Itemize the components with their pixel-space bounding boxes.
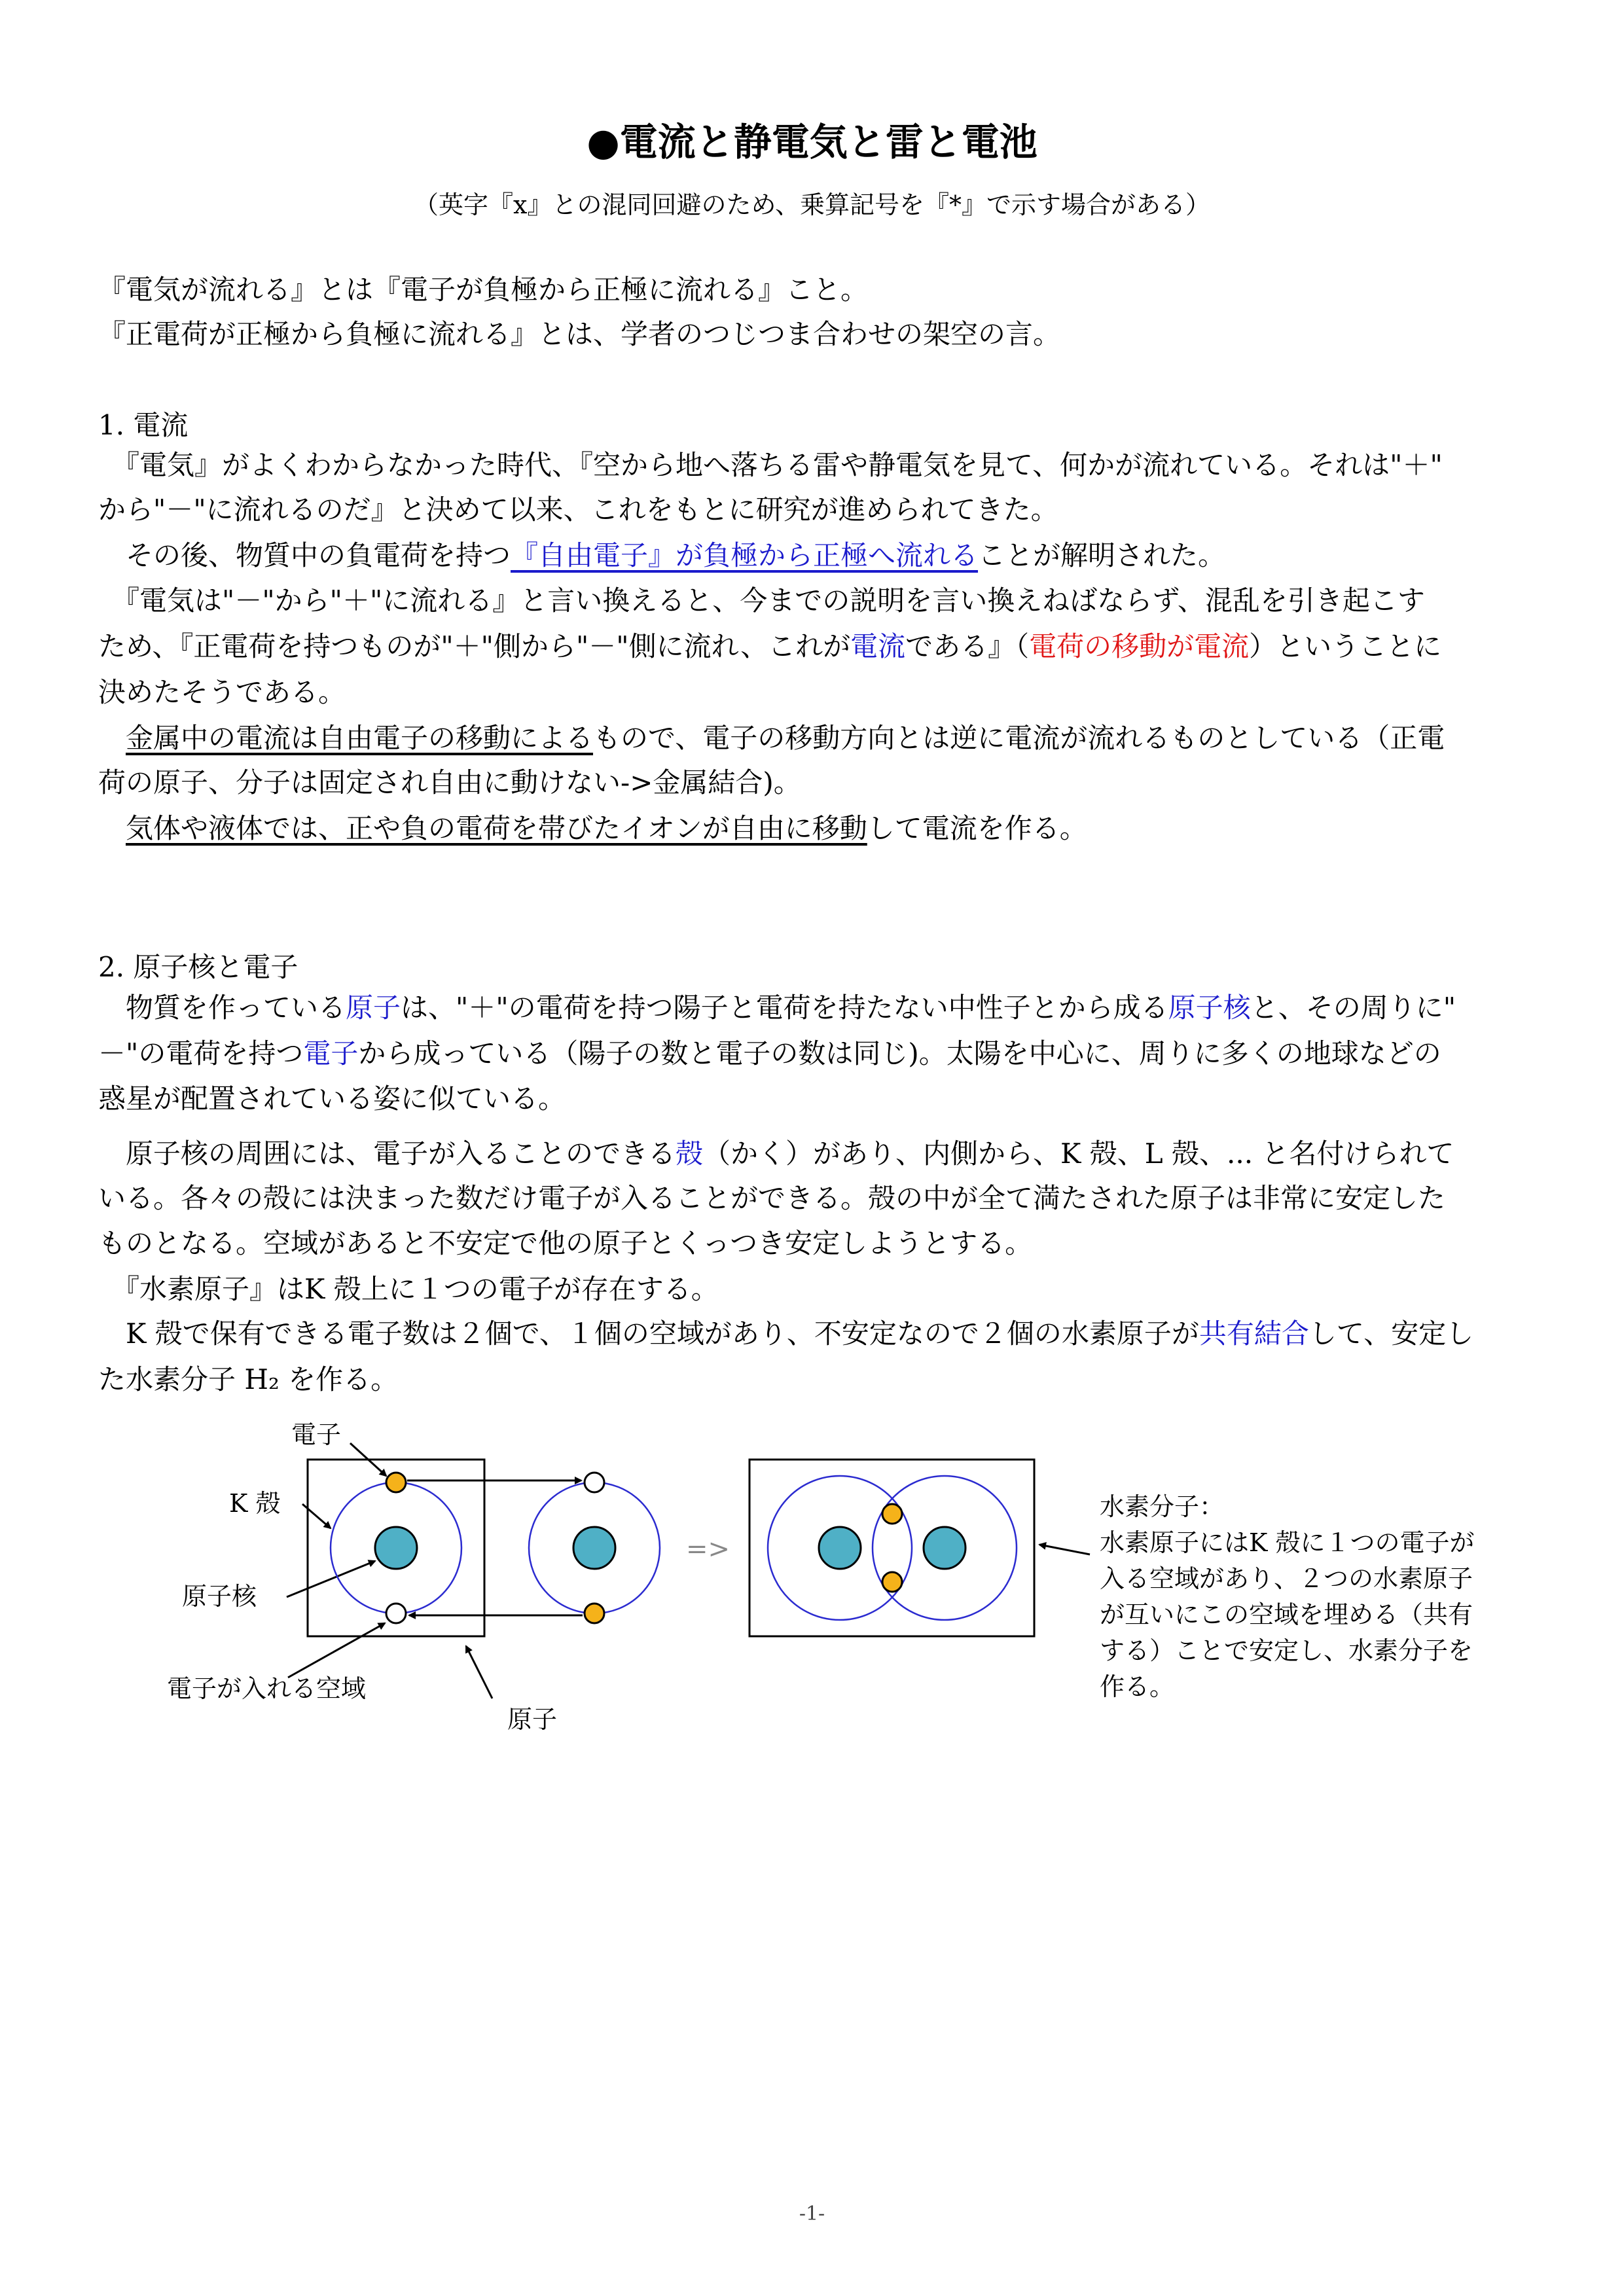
atom-term: 原子 [346,992,401,1024]
label-kshell: K 殻 [229,1489,281,1518]
label-vacancy: 電子が入れる空域 [167,1674,367,1703]
free-electron-link[interactable]: 『自由電子』が負極から正極へ流れる [511,539,979,571]
molecule-nucleus-right [924,1527,965,1569]
molecule-electron-top [882,1504,902,1524]
shell-term: 殻 [676,1138,704,1170]
arrow-vacancy [288,1623,385,1677]
section2-p1-line2: －"の電荷を持つ電子から成っている（陽子の数と電子の数は同じ)。太陽を中心に、周りに多くの地球などの [98,1037,1441,1069]
label-electron: 電子 [291,1420,342,1449]
intro-line-1: 『電気が流れる』とは『電子が負極から正極に流れる』こと。 [98,274,869,306]
section2-p4-line1: K 殻で保有できる電子数は２個で、１個の空域があり、不安定なので２個の水素原子が共有結合して、安定し [98,1318,1474,1350]
nucleus-right [573,1527,615,1569]
section1-p1-line2: から"－"に流れるのだ』と決めて以来、これをもとに研究が進められてきた。 [98,493,1058,526]
text-span: ため、『正電荷を持つものが"＋"側から"－"側に流れ、これが [98,630,851,662]
section1-heading: 1. 電流 [98,409,189,441]
electron-term: 電子 [303,1037,359,1069]
current-term: 電流 [850,630,906,662]
text-span: ）ということに [1249,630,1442,662]
underlined-text: 金属中の電流は自由電子の移動による [126,722,594,754]
caption-line: が互いにこの空域を埋める（共有 [1100,1600,1473,1629]
molecule-nucleus-left [819,1527,861,1569]
vacancy-left [386,1604,406,1623]
caption-line: 作る。 [1100,1672,1175,1701]
label-nucleus: 原子核 [182,1582,257,1611]
text-span: ことが解明された。 [978,539,1226,571]
caption-line: 入る空域があり、２つの水素原子 [1100,1564,1473,1593]
molecule-box [749,1460,1034,1636]
page-subtitle: （英字『x』との混同回避のため、乗算記号を『*』で示す場合がある） [414,190,1210,219]
section2-p2-line3: ものとなる。空域があると不安定で他の原子とくっつき安定しようとする。 [98,1227,1033,1259]
electron-right [585,1604,604,1623]
caption-line: 水素分子： [1100,1492,1225,1521]
intro-line-2: 『正電荷が正極から負極に流れる』とは、学者のつじつま合わせの架空の言。 [98,318,1061,350]
section1-p3-line1: 『電気は"－"から"＋"に流れる』と言い換えると、今までの説明を言い換えねばならず、混乱を引き起こす [98,584,1425,617]
underlined-text: 気体や液体では、正や負の電荷を帯びたイオンが自由に移動 [126,812,867,844]
caption-line: する）ことで安定し、水素分子を [1100,1636,1473,1665]
label-arrow: => [686,1534,731,1564]
section1-p3-line3: 決めたそうである。 [98,676,346,708]
section1-p1-line1: 『電気』がよくわからなかった時代、『空から地へ落ちる雷や静電気を見て、何かが流れている。それは"＋" [98,449,1443,481]
molecule-electron-bottom [882,1572,902,1592]
section2-p4-line2: た水素分子 H₂ を作る。 [98,1363,399,1395]
section2-p2-line1: 原子核の周囲には、電子が入ることのできる殻（かく）があり、内側から、K 殻、L 殻、... と名付けられて [98,1138,1454,1170]
arrow-nucleus [287,1561,375,1597]
section2-p3: 『水素原子』はK 殻上に１つの電子が存在する。 [98,1273,719,1305]
section2-p1-line1: 物質を作っている原子は、"＋"の電荷を持つ陽子と電荷を持たない中性子とから成る原子核と、その周りに" [98,992,1456,1024]
section1-p4-line2: 荷の原子、分子は固定され自由に動けない->金属結合)。 [98,766,801,798]
section2-p1-line3: 惑星が配置されている姿に似ている。 [98,1083,566,1115]
page-title: ●電流と静電気と雷と電池 [586,120,1038,164]
vacancy-right [585,1473,604,1492]
caption-line: 水素原子にはK 殻に１つの電子が [1100,1528,1475,1557]
text-span: もので、電子の移動方向とは逆に電流が流れるものとしている（正電 [593,722,1445,754]
page-number: -1- [799,2202,825,2225]
arrow-caption [1039,1545,1090,1554]
text-span: その後、物質中の負電荷を持つ [98,539,511,571]
label-atom: 原子 [507,1705,558,1734]
section1-p3-line2 [98,622,1525,672]
section1-p2 [98,531,1525,581]
section1-p4-line1 [98,713,1525,763]
nucleus-left [375,1527,417,1569]
text-span: して電流を作る。 [867,812,1087,844]
text-span: である』（ [905,630,1030,662]
electron-left [386,1473,406,1492]
nucleus-term: 原子核 [1168,992,1251,1024]
section1-p5 [98,804,1525,853]
section2-p2-line2: いる。各々の殻には決まった数だけ電子が入ることができる。殻の中が全て満たされた原子は非常に安定した [98,1182,1446,1214]
arrow-kshell [302,1504,331,1528]
hydrogen-diagram [0,1407,1624,1774]
arrow-atom [466,1646,492,1698]
charge-movement-term: 電荷の移動が電流 [1029,630,1250,662]
section2-heading: 2. 原子核と電子 [98,951,298,983]
covalent-bond-term: 共有結合 [1199,1318,1309,1350]
